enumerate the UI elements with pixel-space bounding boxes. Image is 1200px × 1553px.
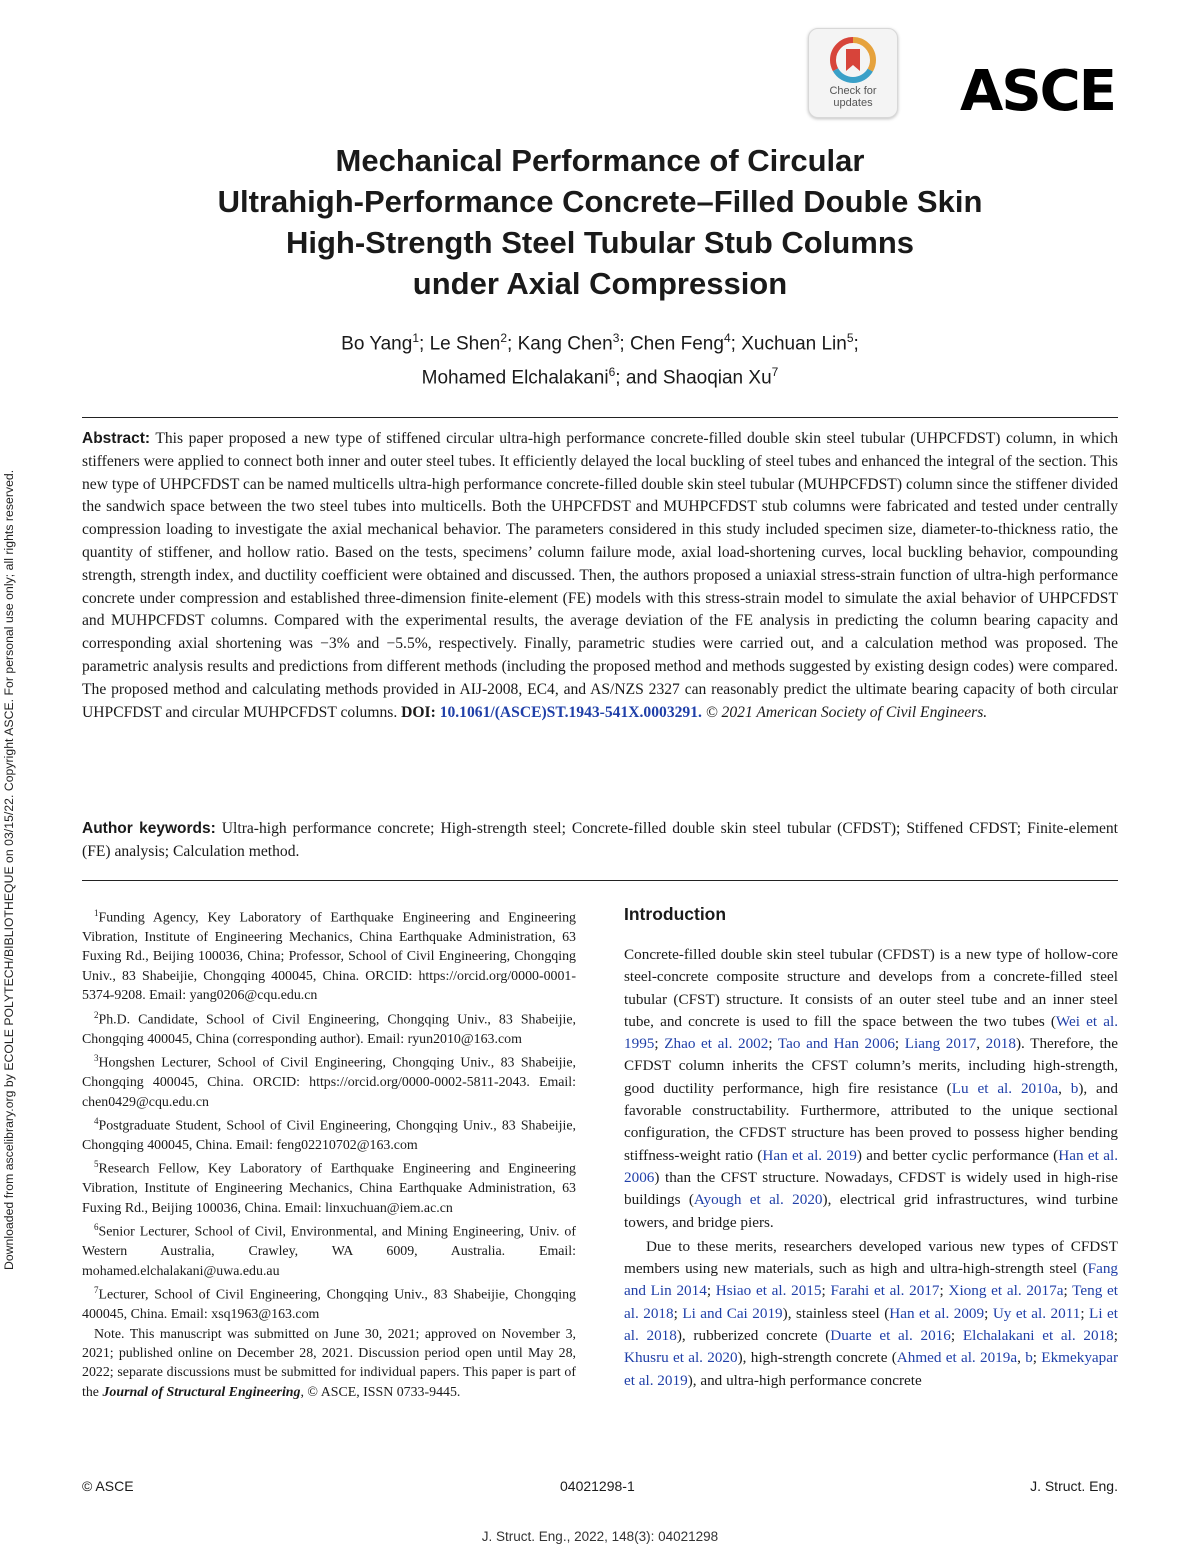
paragraph-text: ), and ultra-high performance concrete (687, 1371, 922, 1389)
footer-page-id: 04021298-1 (560, 1478, 635, 1494)
author-list: Bo Yang$^1$; Le Shen$^2$; Kang Chen$^3$; Chen Feng$^4$; Xuchuan Lin$^5$; Mohamed Elchalakani$^6$; and Shaoqian Xu$^7$ (341, 331, 859, 389)
section-heading-introduction: Introduction (624, 904, 727, 924)
footnote-number: 1 (94, 908, 99, 918)
paragraph-text: ; (894, 1035, 905, 1053)
paragraph-text: Due to these merits, researchers developed various new types of CFDST members using new materials, such as high and ultra-high-strength steel ( (624, 1237, 1118, 1278)
paragraph-text: ), electrical grid infrastructures, wind turbine towers, and bridge piers. (624, 1191, 1118, 1231)
footnote (82, 1281, 576, 1324)
footnote-number: 7 (94, 1285, 99, 1296)
citation-link[interactable]: Duarte et al. 2016 (830, 1327, 951, 1345)
footer-copyright: © ASCE (82, 1478, 134, 1494)
doi-link[interactable]: 10.1061/(ASCE)ST.1943-541X.0003291. (439, 703, 702, 721)
footnote-text: Funding Agency, Key Laboratory of Earthquake Engineering and Engineering Vibration, Institute of Engineering Mechanics, China Earthquake Administration, 63 Fuxing Rd., Beijing 100036, China; Professor, School of Civil Engineering, Chongqing Univ., 83 Shabeijie, Chongqing 400045, China. ORCID: https://orcid.org/0000-0001-5374-9208. Email: yang0206@cqu.edu.cn (82, 910, 576, 1004)
paragraph-text: ; (706, 1282, 716, 1300)
asce-logo: ASCE (960, 59, 1116, 124)
title-line: Mechanical Performance of Circular (335, 143, 865, 178)
citation-link[interactable]: Liang 2017 (904, 1035, 977, 1053)
title-line: High-Strength Steel Tubular Stub Columns (285, 225, 915, 260)
citation-link[interactable]: Lu et al. 2010a (951, 1079, 1059, 1097)
citation-link[interactable]: Wei et al. 1995 (624, 1012, 1118, 1053)
intro-paragraph-1 (624, 944, 1118, 1234)
title-line: under Axial Compression (412, 266, 788, 301)
citation-link[interactable]: Li et al. 2018 (624, 1304, 1118, 1345)
author-name: Shaoqian Xu (662, 367, 772, 389)
footnote (82, 1049, 576, 1112)
paragraph-text: ), rubberized concrete ( (676, 1327, 831, 1345)
author-name: Le Shen (429, 333, 501, 355)
citation-link[interactable]: 2018 (985, 1035, 1016, 1053)
citation-link[interactable]: Teng et al. 2018 (624, 1282, 1118, 1322)
footnote-number: 5 (94, 1159, 99, 1170)
citation-link[interactable]: Elchalakani et al. 2018 (962, 1327, 1114, 1345)
paragraph-text: , (1058, 1079, 1071, 1097)
affiliation-mark: 1 (412, 331, 419, 345)
author-name: Chen Feng (629, 333, 724, 355)
footnote-text: Ph.D. Candidate, School of Civil Engineering, Chongqing Univ., 83 Shabeijie, Chongqing 400045, China (corresponding author). Email: ryun2010@163.com (82, 1012, 576, 1047)
citation-link[interactable]: Hsiao et al. 2015 (715, 1282, 822, 1300)
abstract-label: Abstract: (82, 430, 151, 447)
citation-link[interactable]: Ayough et al. 2020 (693, 1191, 823, 1209)
citation-link[interactable]: b (1025, 1349, 1033, 1367)
footnote-text: Lecturer, School of Civil Engineering, Chongqing Univ., 83 Shabeijie, Chongqing 400045, China. Email: xsq1963@163.com (82, 1287, 576, 1323)
abstract-copyright: © 2021 American Society of Civil Engineers. (705, 703, 988, 721)
paragraph-text: ; (654, 1035, 665, 1053)
paragraph-text: , (1017, 1349, 1026, 1367)
footnote (82, 1155, 576, 1218)
footnote-number: 6 (94, 1222, 99, 1233)
citation-link[interactable]: Farahi et al. 2017 (830, 1282, 940, 1300)
paragraph-text: ), stainless steel ( (782, 1304, 890, 1322)
citation-link[interactable]: b (1070, 1079, 1079, 1097)
paragraph-text: Concrete-filled double skin steel tubular (CFDST) is a new type of hollow-core steel-concrete composite structure and develops from a concrete-filled steel tubular (CFST) structure. It consists of an outer steel tube and an inner steel tube, and concrete is used to fill the space between the two tubes ( (624, 946, 1118, 1030)
footnote (82, 1218, 576, 1281)
paragraph-text: ), high-strength concrete ( (737, 1349, 897, 1367)
affiliation-mark: 4 (723, 331, 731, 345)
paragraph-text: ), and favorable constructability. Furthermore, attributed to the unique sectional configuration, the CFDST structure has been proved to possess higher bending stiffness-weight ratio ( (624, 1079, 1118, 1164)
citation-link[interactable]: Han et al. 2019 (762, 1146, 857, 1164)
citation-link[interactable]: Xiong et al. 2017a (948, 1282, 1064, 1300)
paragraph-text: ) than the CFST structure. Nowadays, CFDST is widely used in high-rise buildings ( (624, 1168, 1118, 1209)
citation-link[interactable]: Ahmed et al. 2019a (896, 1349, 1018, 1367)
citation-link[interactable]: Tao and Han 2006 (777, 1035, 895, 1053)
abstract-text: This paper proposed a new type of stiffened circular ultra-high performance concrete-filled double skin steel tubular (UHPCFDST) column, in which stiffeners were applied to connect both inner and outer steel tubes. It efficiently delayed the local buckling of steel tubes and enhanced the integral of the section. This new type of UHPCFDST can be named multicells ultra-high performance concrete-filled double skin steel tubular (MUHPCFDST) column since the stiffener divided the sandwich space between the two steel tubes into multicells. Both the UHPCFDST and MUHPCFDST stub columns were fabricated and tested under centrally compression loading to investigate the axial mechanical behavior. The parameters considered in this study included specimen size, diameter-to-thickness ratio, the quantity of stiffener, and hollow ratio. Based on the tests, specimens’ column failure mode, axial load-shortening curves, local buckling behavior, compounding strength, strength index, and ductility coefficient were obtained and discussed. Then, the authors proposed a uniaxial stress-strain function of ultra-high performance concrete under compression and established three-dimension finite-element (FE) models with this stress-strain model to simulate the axial behavior of UHPCFDST and MUHPCFDST columns. Compared with the experimental results, the average deviation of the FE analysis in predicting the column bearing capacity and corresponding axial shortening was −3% and −5.5%, respectively. Finally, parametric studies were carried out, and a calculation method was proposed. The parametric analysis results and predictions from different methods (including the proposed method and methods suggested by existing design codes) were compared. The proposed method and calculating methods provided in AIJ-2008, EC4, and AS/NZS 2327 can reasonably predict the ultimate bearing capacity of both circular UHPCFDST and circular MUHPCFDST columns. (82, 430, 1118, 721)
footnote-number: 3 (94, 1053, 99, 1064)
citation-link[interactable]: Uy et al. 2011 (992, 1304, 1081, 1322)
footnote-text: Hongshen Lecturer, School of Civil Engineering, Chongqing Univ., 83 Shabeijie, Chongqing 400045, China. ORCID: https://orcid.org/0000-0002-5811-2043. Email: chen0429@cqu.edu.cn (82, 1055, 576, 1110)
affiliation-mark: 5 (846, 331, 854, 345)
affiliation-footnotes (82, 904, 576, 1402)
check-for-updates-badge[interactable] (808, 28, 898, 118)
footnote-text: Research Fellow, Key Laboratory of Earthquake Engineering and Engineering Vibration, Institute of Engineering Mechanics, China Earthquake Administration, 63 Fuxing Rd., Beijing 100036, China. Email: linxuchuan@iem.ac.cn (82, 1162, 576, 1216)
paper-title (100, 140, 1100, 304)
citation-link[interactable]: Han et al. 2009 (889, 1304, 985, 1322)
footnote (82, 1112, 576, 1155)
bookmark-icon (830, 37, 876, 83)
citation-link[interactable]: Fang and Lin 2014 (624, 1260, 1118, 1300)
keywords-label: Author keywords: (82, 820, 216, 837)
paragraph-text: ; (673, 1304, 683, 1322)
keywords-text: Ultra-high performance concrete; High-strength steel; Concrete-filled double skin steel tubular (CFDST); Stiffened CFDST; Finite-element (FE) analysis; Calculation method. (82, 820, 1119, 860)
footnote (82, 1006, 576, 1049)
affiliation-mark: 2 (500, 331, 508, 345)
footnote (82, 904, 576, 1006)
paragraph-text: ). Therefore, the CFDST column inherits the CFST column’s merits, including high-strength, good ductility performance, high fire resistance ( (624, 1035, 1118, 1097)
author-name: Xuchuan Lin (741, 333, 847, 355)
author-name: Kang Chen (517, 333, 613, 355)
note-text: Note. This manuscript was submitted on June 30, 2021; approved on November 3, 2021; published online on December 28, 2021. Discussion period open until May 28, 2022; separate discussions must be submitted for individual papers. This paper is part of the (82, 1326, 576, 1400)
journal-name: Journal of Structural Engineering (102, 1384, 301, 1400)
paragraph-text: ; (1063, 1282, 1073, 1300)
affiliation-mark: 6 (608, 365, 616, 380)
footnote-number: 2 (94, 1009, 99, 1020)
author-keywords (82, 818, 1118, 864)
affiliation-mark: 7 (771, 365, 779, 380)
download-notice: Downloaded from ascelibrary.org by ECOLE POLYTECH/BIBLIOTHEQUE on 03/15/22. Copyright ASCE. For personal use only; all rights reserved. (2, 469, 16, 1270)
paragraph-text: ; (1113, 1327, 1118, 1345)
citation-link[interactable]: Li and Cai 2019 (682, 1304, 783, 1322)
title-line: Ultrahigh-Performance Concrete–Filled Double Skin (217, 184, 983, 219)
paragraph-text: ; (984, 1304, 993, 1322)
paragraph-text: ; (821, 1282, 831, 1300)
badge-line-1: Check for (829, 85, 877, 97)
citation-line: J. Struct. Eng., 2022, 148(3): 04021298 (481, 1529, 719, 1544)
abstract (82, 428, 1118, 724)
citation-link[interactable]: Zhao et al. 2002 (664, 1035, 769, 1053)
footer-journal: J. Struct. Eng. (1030, 1478, 1118, 1494)
paragraph-text: ; (1032, 1349, 1042, 1367)
paragraph-text: ; (950, 1327, 963, 1345)
citation-link[interactable]: Han et al. 2006 (624, 1146, 1118, 1186)
citation-link[interactable]: Ekmekyapar et al. 2019 (624, 1349, 1119, 1389)
note-tail: , © ASCE, ISSN 0733-9445. (300, 1384, 461, 1400)
submission-note (82, 1325, 576, 1403)
paragraph-text: ; (768, 1035, 778, 1053)
author-name: Bo Yang (341, 333, 413, 355)
author-name: Mohamed Elchalakani (421, 367, 609, 389)
introduction-body (624, 944, 1118, 1394)
paragraph-text: ; (939, 1282, 949, 1300)
paragraph-text: , (976, 1035, 986, 1053)
affiliation-mark: 3 (612, 331, 620, 345)
abstract-bottom-rule (82, 880, 1118, 881)
footnote-number: 4 (94, 1115, 99, 1126)
footnote-text: Postgraduate Student, School of Civil Engineering, Chongqing Univ., 83 Shabeijie, Chongqing 400045, China. Email: feng02210702@163.com (82, 1118, 576, 1153)
footnote-text: Senior Lecturer, School of Civil, Environmental, and Mining Engineering, Univ. of Western Australia, Crawley, WA 6009, Australia. Email: mohamed.elchalakani@uwa.edu.au (82, 1224, 576, 1279)
paragraph-text: ; (1080, 1304, 1090, 1322)
intro-paragraph-2 (624, 1236, 1118, 1392)
badge-line-2: updates (833, 97, 873, 109)
citation-link[interactable]: Khusru et al. 2020 (624, 1349, 738, 1367)
paragraph-text: ) and better cyclic performance ( (856, 1146, 1059, 1164)
abstract-top-rule (82, 417, 1118, 418)
doi-label: DOI: (401, 703, 436, 721)
